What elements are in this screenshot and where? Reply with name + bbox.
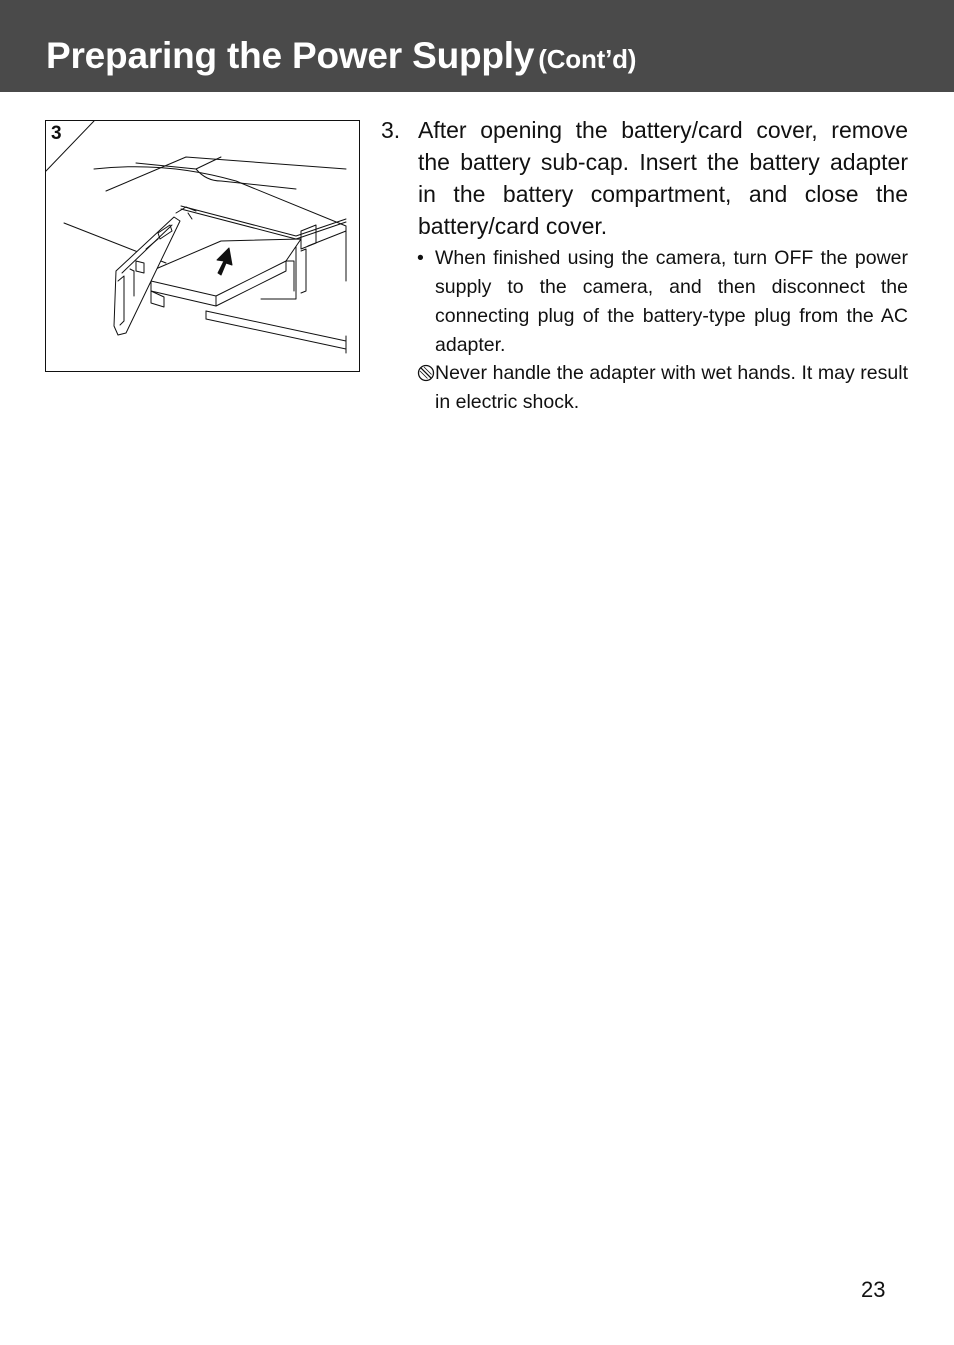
step-number: 3. (381, 117, 401, 143)
figure-battery-adapter-insertion (45, 120, 360, 372)
bullet-marker: • (417, 247, 424, 269)
page-title-text: Preparing the Power Supply (46, 35, 535, 76)
step-3 (381, 114, 908, 242)
page-header (0, 0, 954, 92)
figure-number: 3 (51, 123, 62, 144)
note-text: When finished using the camera, turn OFF the power supply to the camera, and then disconnect the connecting plug of the battery-type plug from the AC adapter. (435, 247, 908, 356)
caution-text: Never handle the adapter with wet hands. It may result in electric shock. (435, 362, 908, 413)
caution-icon (417, 364, 435, 382)
note-bullet (417, 244, 908, 360)
step-instruction: After opening the battery/card cover, remove the battery sub-cap. Insert the battery adapter in the battery compartment, and close the battery/card cover. (418, 117, 908, 239)
camera-illustration (46, 121, 360, 372)
note-caution (417, 359, 908, 417)
page-title (46, 34, 636, 81)
page-number: 23 (861, 1277, 886, 1302)
page-title-suffix: (Cont’d) (538, 44, 637, 74)
